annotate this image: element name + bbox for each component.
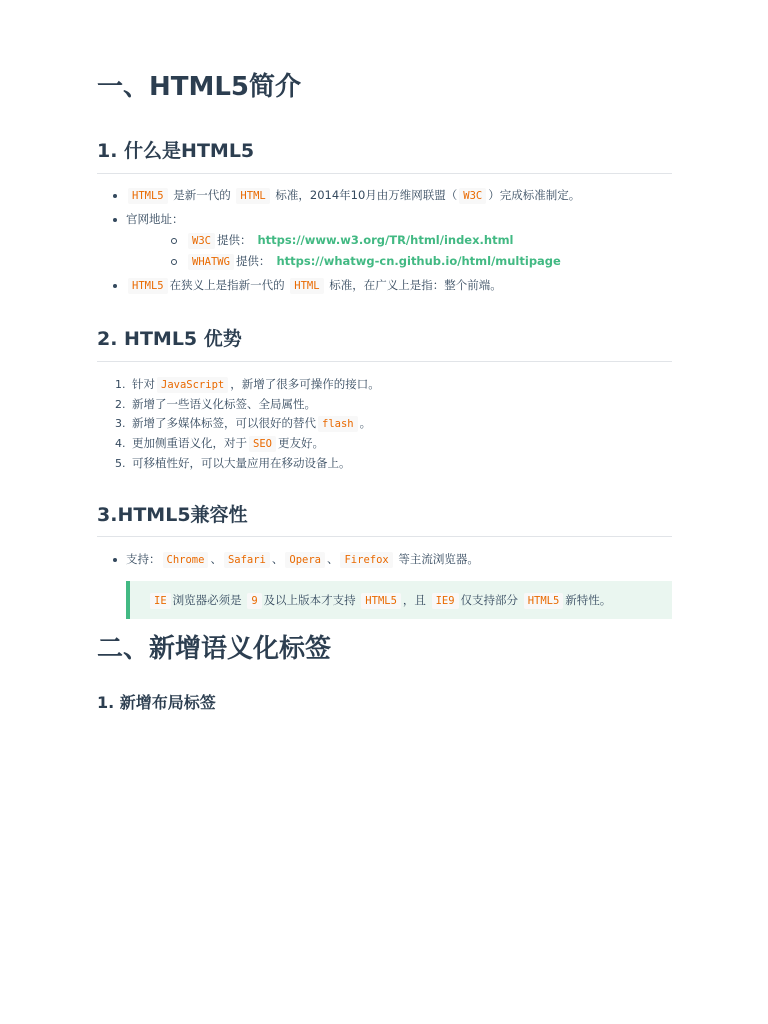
- list-item: [97, 210, 672, 272]
- text: 新增了多媒体标签，可以很好的替代: [132, 416, 316, 430]
- separator: 、: [271, 552, 284, 566]
- heading-new-layout-tags: 1. 新增布局标签: [97, 693, 216, 712]
- list-number: 5.: [115, 457, 126, 470]
- text: 是新一代的: [173, 188, 231, 202]
- text: 标准，在广义上是指：整个前端。: [329, 278, 502, 292]
- inline-code: IE9: [432, 593, 459, 609]
- list-item: [97, 550, 672, 570]
- list-item: [97, 375, 672, 395]
- whatwg-link[interactable]: https://whatwg-cn.github.io/html/multipage: [276, 254, 561, 268]
- inline-code: 9: [247, 593, 261, 609]
- browser-chrome: Chrome: [163, 552, 209, 568]
- heading-what-is-html5: 1. 什么是HTML5: [97, 140, 255, 162]
- inline-code: HTML5: [128, 278, 168, 294]
- list-number: 1.: [115, 378, 126, 391]
- support-label: 支持：: [126, 552, 161, 566]
- section-advantages-header: [97, 324, 672, 362]
- text: 。: [359, 416, 372, 430]
- browser-safari: Safari: [224, 552, 270, 568]
- heading-new-semantic-tags: 二、新增语义化标签: [97, 634, 332, 664]
- list-number: 3.: [115, 417, 126, 430]
- section-compat-header: [97, 500, 672, 537]
- text: 新特性。: [565, 593, 612, 607]
- list-item: [97, 186, 672, 206]
- inline-code: W3C: [188, 233, 215, 249]
- sub-list-item: [126, 252, 672, 272]
- text: 浏览器必须是: [172, 593, 242, 607]
- text: ）完成标准制定。: [488, 188, 581, 202]
- compatibility-section: [97, 550, 672, 574]
- browser-firefox: Firefox: [340, 552, 392, 568]
- list-item: [97, 454, 672, 473]
- text: 更加侧重语义化，对于: [132, 436, 247, 450]
- text: 仅支持部分: [460, 593, 519, 607]
- text: 提供：: [216, 233, 252, 247]
- list-item: [97, 395, 672, 414]
- text: 及以上版本才支持: [263, 593, 356, 607]
- list-item: [97, 276, 672, 296]
- text: 提供：: [235, 254, 271, 268]
- inline-code: HTML5: [361, 593, 401, 609]
- inline-code: HTML5: [524, 593, 564, 609]
- heading-html5-intro: 一、HTML5简介: [97, 72, 302, 102]
- official-site-list: [126, 231, 672, 272]
- text: ，且: [402, 593, 426, 607]
- inline-code: HTML: [236, 188, 269, 204]
- separator: 、: [326, 552, 339, 566]
- heading-html5-advantages: 2. HTML5 优势: [97, 328, 242, 350]
- browser-opera: Opera: [285, 552, 325, 568]
- inline-code: W3C: [459, 188, 486, 204]
- inline-code: flash: [318, 416, 358, 432]
- list-number: 2.: [115, 398, 126, 411]
- inline-code: HTML5: [128, 188, 168, 204]
- list-item: [97, 414, 672, 434]
- list-item: [97, 434, 672, 454]
- compat-list: [97, 550, 672, 570]
- inline-code: WHATWG: [188, 254, 234, 270]
- text: 等主流浏览器。: [398, 552, 479, 566]
- separator: 、: [210, 552, 222, 566]
- list-number: 4.: [115, 437, 126, 450]
- advantages-section: [97, 375, 672, 473]
- text: 可移植性好，可以大量应用在移动设备上。: [132, 456, 351, 470]
- what-is-html5-section: [97, 186, 672, 300]
- text: 针对: [132, 377, 155, 391]
- inline-code: IE: [150, 593, 171, 609]
- section-what-is-html5-header: [97, 136, 672, 174]
- text: 新增了一些语义化标签、全局属性。: [132, 397, 316, 411]
- inline-code: HTML: [290, 278, 323, 294]
- text: ，新增了很多可操作的接口。: [230, 377, 380, 391]
- inline-code: SEO: [249, 436, 276, 452]
- inline-code: JavaScript: [157, 377, 228, 393]
- ie-compat-tip: [126, 581, 672, 619]
- advantages-list: [97, 375, 672, 473]
- w3c-link[interactable]: https://www.w3.org/TR/html/index.html: [257, 233, 514, 247]
- text: 更友好。: [277, 436, 324, 450]
- heading-html5-compatibility: 3.HTML5兼容性: [97, 504, 248, 526]
- official-site-label: 官网地址：: [126, 212, 184, 226]
- text: 在狭义上是指新一代的: [169, 278, 285, 292]
- what-is-list: [97, 186, 672, 296]
- text: 标准，2014年10月由万维网联盟（: [275, 188, 458, 202]
- sub-list-item: [126, 231, 672, 251]
